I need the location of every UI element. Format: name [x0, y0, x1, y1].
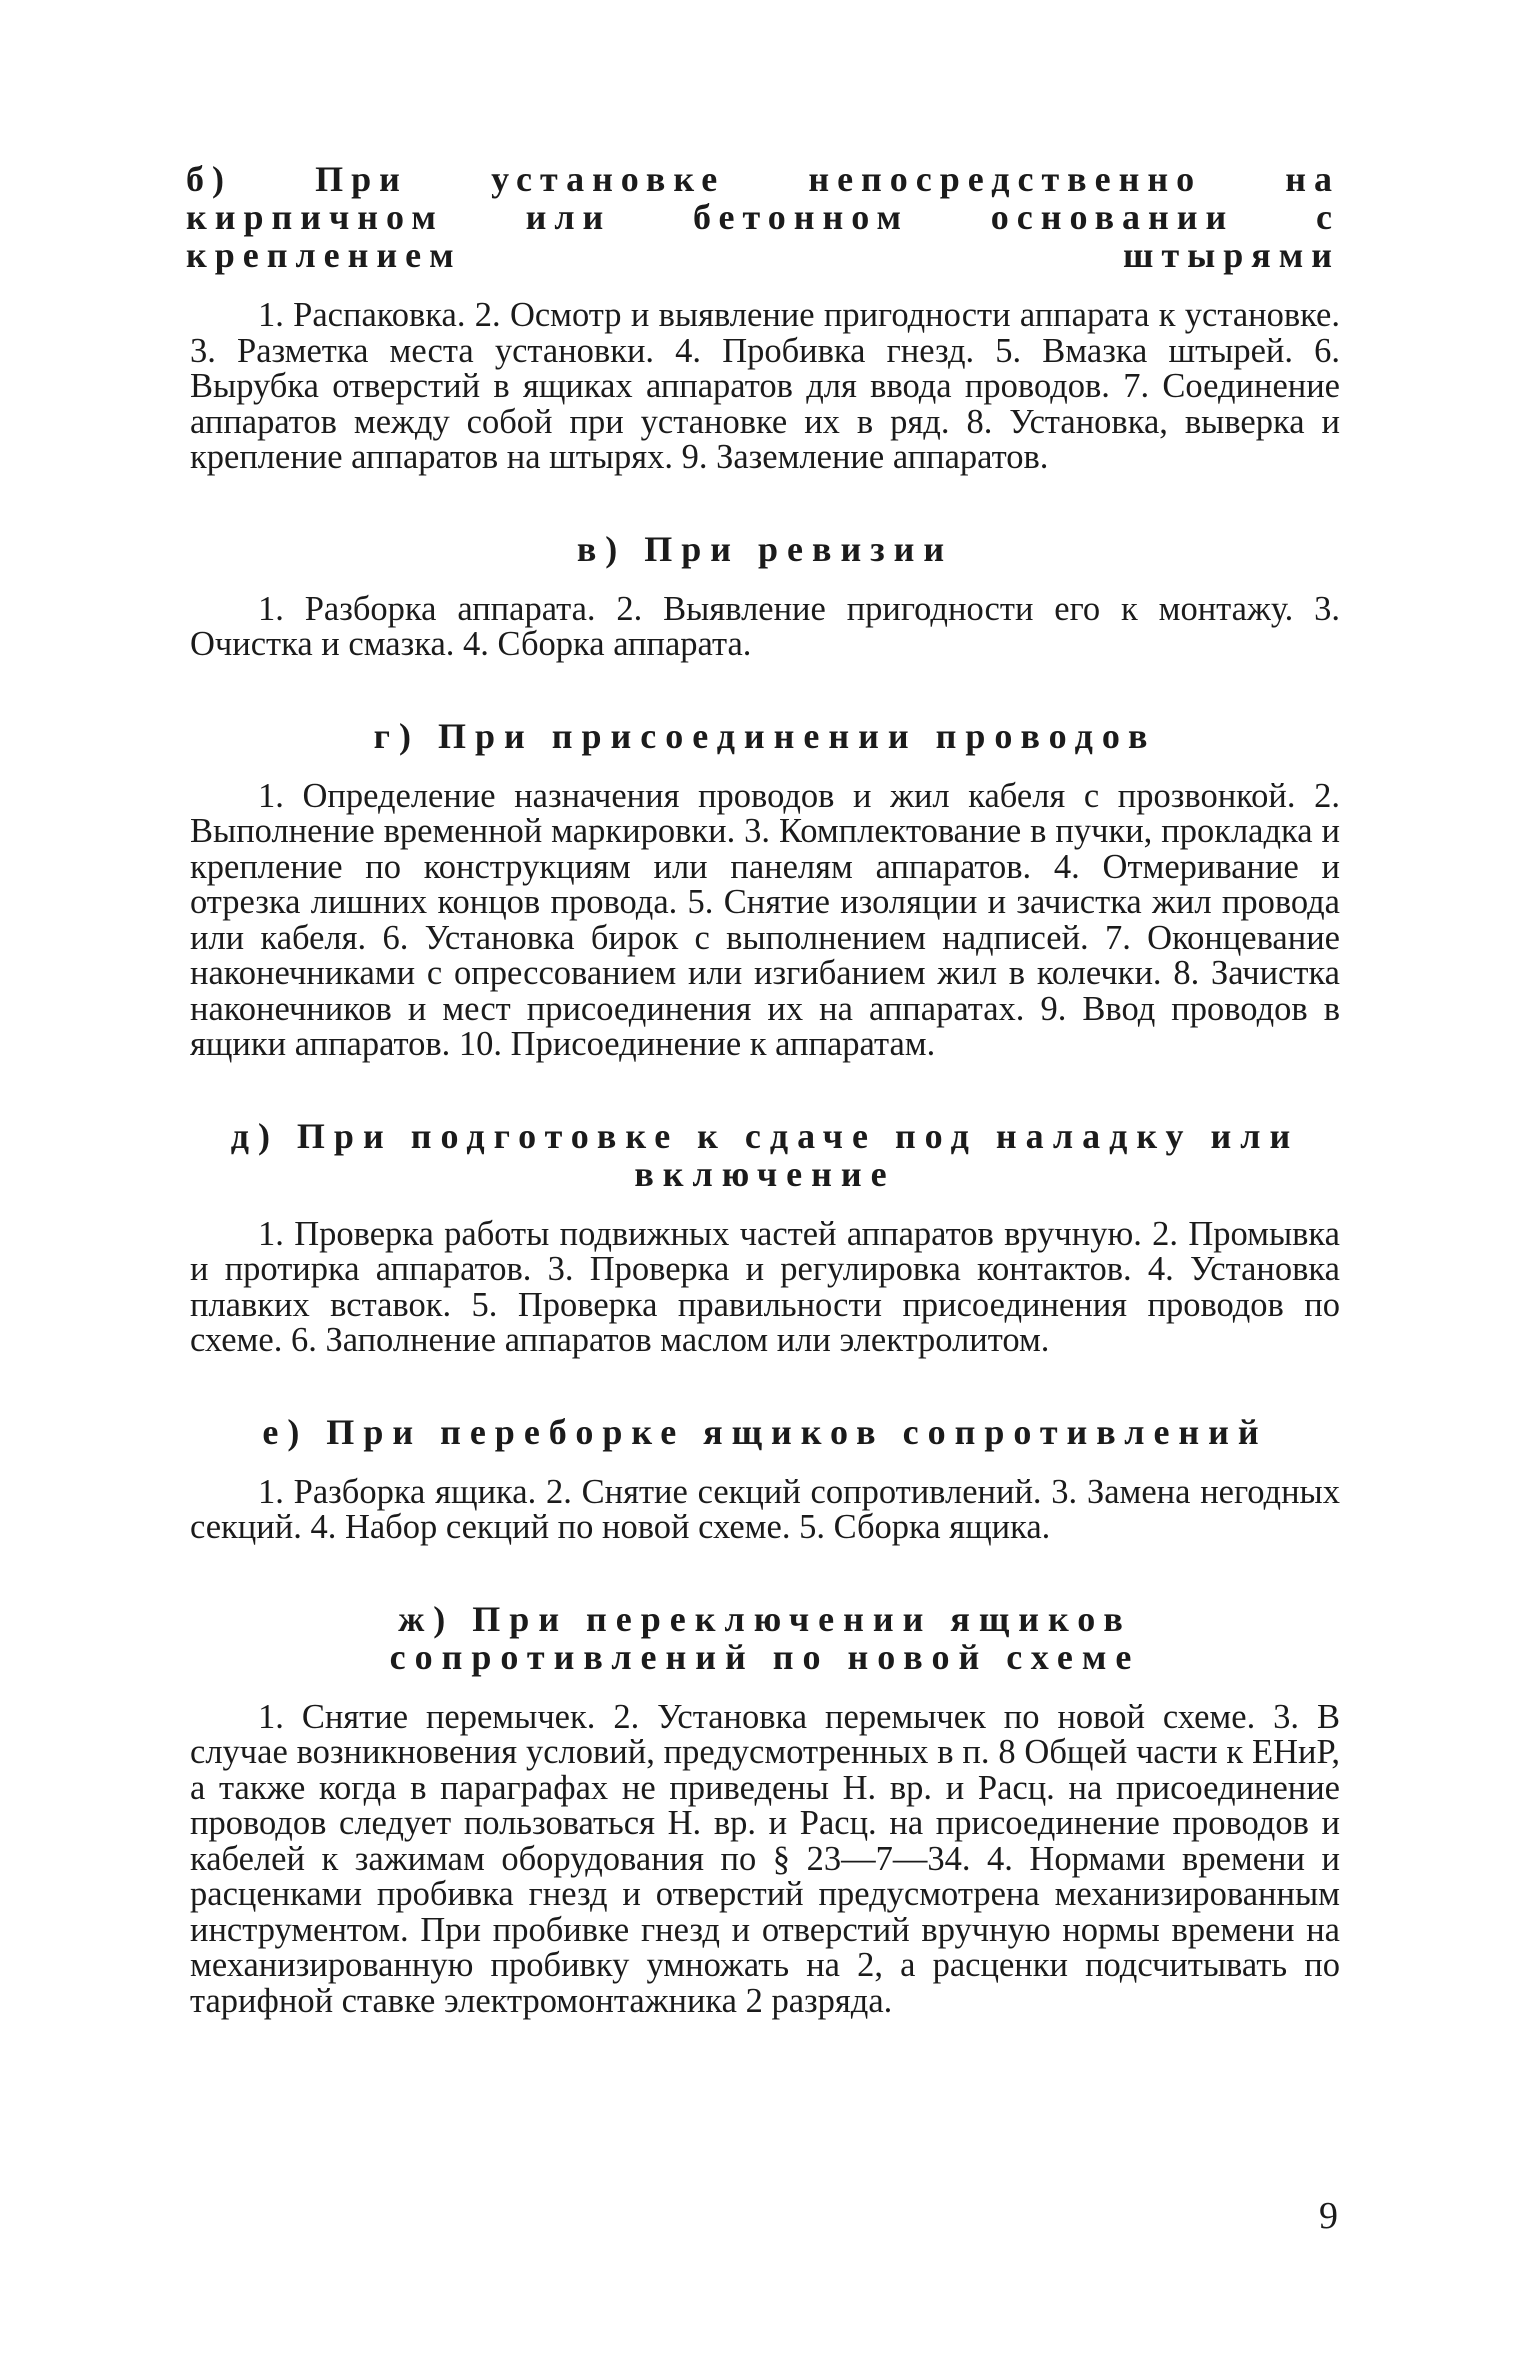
page-number: 9 — [1319, 2195, 1338, 2237]
section-heading-v: в) При ревизии — [576, 528, 954, 569]
section-heading-b: б) При установке непосредственно на кирпичном или бетонном основании с креплением штырями — [186, 159, 1340, 275]
section-heading-zh: ж) При переключении ящиков сопротивлений по новой схеме — [389, 1598, 1141, 1677]
section-text-zh: 1. Снятие перемычек. 2. Установка перемычек по новой схеме. 3. В случае возникновения условий, предусмотренных в п. 8 Общей части к ЕНиР, а также когда в параграфах не приведены Н. вр. и Расц. на присоединение проводов следует пользоваться Н. вр. и Расц. на присоединение проводов и кабелей к зажимам оборудования по § 23—7—34. 4. Нормами времени и расценками пробивка гнезд и отверстий предусмотрена механизированным инструментом. При пробивке гнезд и отверстий вручную нормы времени на механизированную пробивку умножать на 2, а расценки подсчитывать по тарифной ставке электромонтажника 2 разряда. — [190, 1697, 1340, 2020]
section-text-v: 1. Разборка аппарата. 2. Выявление пригодности его к монтажу. 3. Очистка и смазка. 4. Сборка аппарата. — [190, 589, 1340, 663]
section-text-d: 1. Проверка работы подвижных частей аппаратов вручную. 2. Промывка и протирка аппаратов. 3. Проверка и регулировка контактов. 4. Установка плавких вставок. 5. Проверка правильности присоединения проводов по схеме. 6. Заполнение аппаратов маслом или электролитом. — [190, 1214, 1340, 1359]
section-heading-e: е) При переборке ящиков сопротивлений — [262, 1411, 1268, 1452]
section-heading-d: д) При подготовке к сдаче под наладку или включение — [230, 1115, 1300, 1194]
section-text-b: 1. Распаковка. 2. Осмотр и выявление пригодности аппарата к установке. 3. Разметка места установки. 4. Пробивка гнезд. 5. Вмазка штырей. 6. Вырубка отверстий в ящиках аппаратов для ввода проводов. 7. Соединение аппаратов между собой при установке их в ряд. 8. Установка, выверка и крепление аппаратов на штырях. 9. Заземление аппаратов. — [190, 296, 1340, 476]
page-body — [186, 159, 1340, 2020]
section-text-e: 1. Разборка ящика. 2. Снятие секций сопротивлений. 3. Замена негодных секций. 4. Набор секций по новой схеме. 5. Сборка ящика. — [190, 1472, 1340, 1546]
section-text-g: 1. Определение назначения проводов и жил кабеля с прозвонкой. 2. Выполнение временной маркировки. 3. Комплектование в пучки, прокладка и крепление по конструкциям или панелям аппаратов. 4. Отмеривание и отрезка лишних концов провода. 5. Снятие изоляции и зачистка жил провода или кабеля. 6. Установка бирок с выполнением надписей. 7. Оконцевание наконечниками с опрессованием или изгибанием жил в колечки. 8. Зачистка наконечников и мест присоединения их на аппаратах. 9. Ввод проводов в ящики аппаратов. 10. Присоединение к аппаратам. — [190, 776, 1340, 1063]
section-heading-g: г) При присоединении проводов — [373, 715, 1157, 756]
